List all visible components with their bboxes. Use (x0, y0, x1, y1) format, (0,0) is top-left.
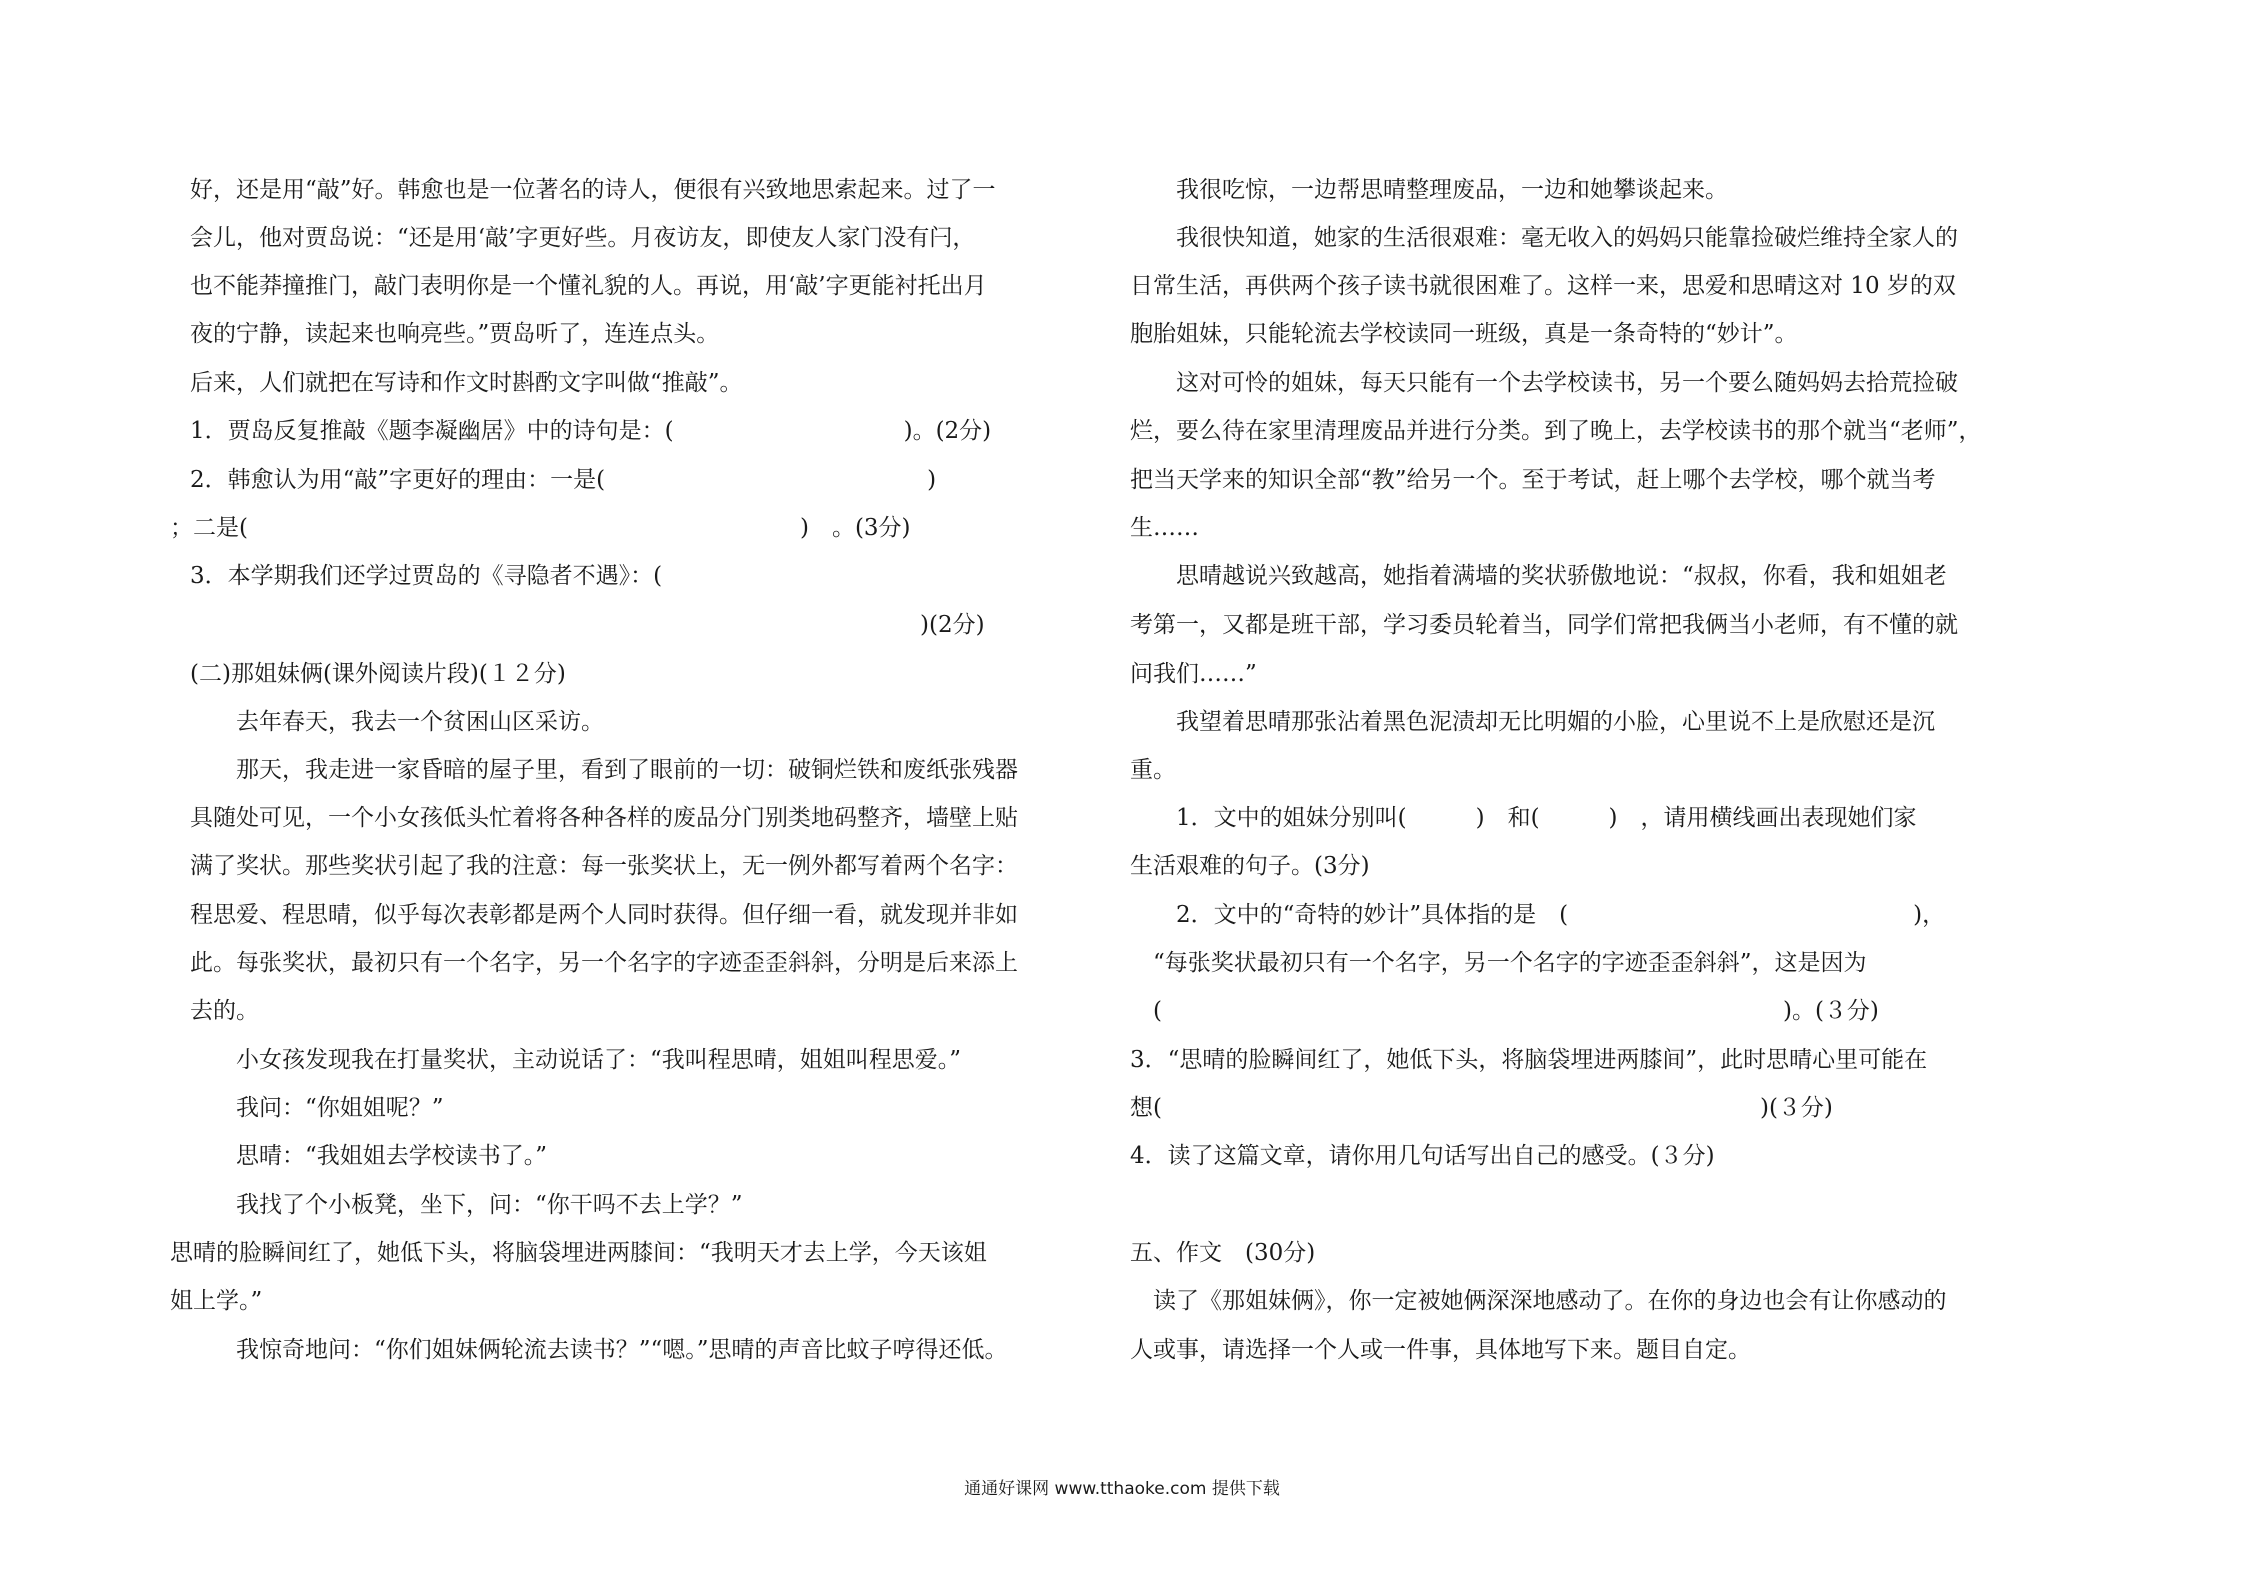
right-line: 这对可怜的姐妹，每天只能有一个去学校读书，另一个要么随妈妈去拾荒捡破 (1130, 370, 1958, 396)
left-line: 小女孩发现我在打量奖状，主动说话了：“我叫程思晴，姐姐叫程思爱。” (190, 1047, 962, 1073)
right-line: 生活艰难的句子。(3分) (1130, 853, 1370, 879)
right-line: 想( )(３分) (1130, 1095, 1833, 1121)
left-line: 夜的宁静，读起来也响亮些。”贾岛听了，连连点头。 (190, 321, 720, 347)
left-line: 满了奖状。那些奖状引起了我的注意：每一张奖状上，无一例外都写着两个名字： (190, 853, 1018, 879)
left-line: 思晴的脸瞬间红了，她低下头，将脑袋埋进两膝间：“我明天才去上学，今天该姐 (170, 1240, 987, 1266)
left-line: 具随处可见，一个小女孩低头忙着将各种各样的废品分门别类地码整齐，墙壁上贴 (190, 805, 1018, 831)
right-line: 重。 (1130, 757, 1176, 783)
right-line: 我望着思晴那张沾着黑色泥渍却无比明媚的小脸，心里说不上是欣慰还是沉 (1130, 709, 1935, 735)
right-line: 1．文中的姐妹分别叫( ) 和( ) ，请用横线画出表现她们家 (1130, 805, 1917, 831)
left-line: 后来，人们就把在写诗和作文时斟酌文字叫做“推敲”。 (190, 370, 743, 396)
left-line: 也不能莽撞推门，敲门表明你是一个懂礼貌的人。再说，用‘敲’字更能衬托出月 (190, 273, 987, 299)
left-line: 2．韩愈认为用“敲”字更好的理由：一是( ) (190, 467, 937, 493)
left-line: 我找了个小板凳，坐下，问：“你干吗不去上学？” (190, 1192, 743, 1218)
right-line: 读了《那姐妹俩》，你一定被她俩深深地感动了。在你的身边也会有让你感动的 (1130, 1288, 1947, 1314)
left-line: 去年春天，我去一个贫困山区采访。 (190, 709, 604, 735)
left-line: ；二是( ) 。(3分) (170, 515, 911, 541)
left-line: 我惊奇地问：“你们姐妹俩轮流去读书？”“嗯。”思晴的声音比蚊子哼得还低。 (190, 1337, 1008, 1363)
right-line: “每张奖状最初只有一个名字，另一个名字的字迹歪歪斜斜”，这是因为 (1130, 950, 1867, 976)
right-line: 烂，要么待在家里清理废品并进行分类。到了晚上，去学校读书的那个就当“老师”， (1130, 418, 1982, 444)
right-line: 人或事，请选择一个人或一件事，具体地写下来。题目自定。 (1130, 1337, 1751, 1363)
right-line: 五、作文 (30分) (1130, 1240, 1316, 1266)
left-line: 姐上学。” (170, 1288, 263, 1314)
left-line: 程思爱、程思晴，似乎每次表彰都是两个人同时获得。但仔细一看，就发现并非如 (190, 902, 1018, 928)
left-line: 此。每张奖状，最初只有一个名字，另一个名字的字迹歪歪斜斜，分明是后来添上 (190, 950, 1018, 976)
right-line: 思晴越说兴致越高，她指着满墙的奖状骄傲地说：“叔叔，你看，我和姐姐老 (1130, 563, 1947, 589)
left-line: 1．贾岛反复推敲《题李凝幽居》中的诗句是：( )。(2分) (190, 418, 992, 444)
left-line: 那天，我走进一家昏暗的屋子里，看到了眼前的一切：破铜烂铁和废纸张残器 (190, 757, 1018, 783)
right-line: 4．读了这篇文章，请你用几句话写出自己的感受。(３分) (1130, 1143, 1715, 1169)
left-line: 好，还是用“敲”好。韩愈也是一位著名的诗人，便很有兴致地思索起来。过了一 (190, 177, 996, 203)
page-footer: 通通好课网 www.tthaoke.com 提供下载 (964, 1479, 1280, 1499)
right-line: 我很快知道，她家的生活很艰难：毫无收入的妈妈只能靠捡破烂维持全家人的 (1130, 225, 1958, 251)
left-line: 思晴：“我姐姐去学校读书了。” (190, 1143, 548, 1169)
right-line: 日常生活，再供两个孩子读书就很困难了。这样一来，思爱和思晴这对 10 岁的双 (1130, 273, 1956, 299)
left-line: 3．本学期我们还学过贾岛的《寻隐者不遇》：( (190, 563, 663, 589)
right-line: 问我们……” (1130, 661, 1257, 687)
right-line: 胞胎姐妹，只能轮流去学校读同一班级，真是一条奇特的“妙计”。 (1130, 321, 1798, 347)
right-line: ( )。(３分) (1130, 998, 1879, 1024)
left-line: 我问：“你姐姐呢？” (190, 1095, 444, 1121)
right-line: 3．“思晴的脸瞬间红了，她低下头，将脑袋埋进两膝间”，此时思晴心里可能在 (1130, 1047, 1928, 1073)
right-line: 生…… (1130, 515, 1199, 541)
right-line: 我很吃惊，一边帮思晴整理废品，一边和她攀谈起来。 (1130, 177, 1728, 203)
left-line: (二)那姐妹俩(课外阅读片段)(１２分) (190, 661, 566, 687)
left-line: )(2分) (920, 612, 985, 638)
right-line: 考第一，又都是班干部，学习委员轮着当，同学们常把我俩当小老师，有不懂的就 (1130, 612, 1958, 638)
left-line: 去的。 (190, 998, 259, 1024)
right-line: 2．文中的“奇特的妙计”具体指的是 ( )， (1130, 902, 1946, 928)
left-line: 会儿，他对贾岛说：“还是用‘敲’字更好些。月夜访友，即使友人家门没有闩， (190, 225, 976, 251)
right-line: 把当天学来的知识全部“教”给另一个。至于考试，赶上哪个去学校，哪个就当考 (1130, 467, 1936, 493)
